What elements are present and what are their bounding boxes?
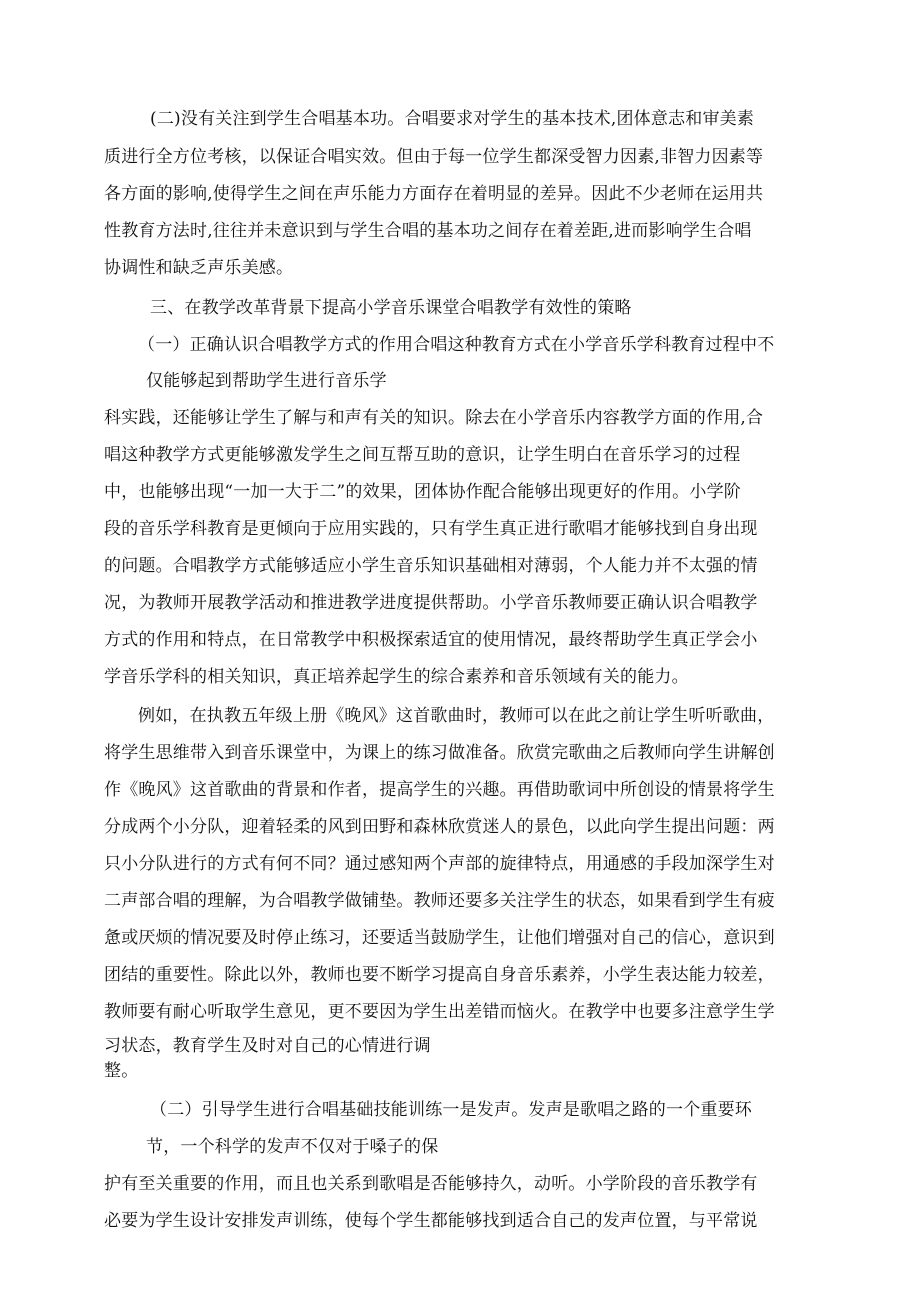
text-line: （二）引导学生进行合唱基础技能训练一是发声。发声是歌唱之路的一个重要环 [150,1100,752,1120]
text-line: 协调性和缺乏声乐美感。 [104,258,294,278]
text-line: 整。 [104,1061,139,1081]
text-line: 二声部合唱的理解，为合唱教学做铺垫。教师还要多关注学生的状态，如果看到学生有疲 [104,891,775,911]
text-line: 的问题。合唱教学方式能够适应小学生音乐知识基础相对薄弱，个人能力并不太强的情 [104,556,758,576]
text-line: 作《晚风》这首歌曲的背景和作者，提高学生的兴趣。再借助歌词中所创设的情景将学生 [104,780,775,800]
text-line: 必要为学生设计安排发声训练，使每个学生都能够找到适合自己的发声位置，与平常说 [104,1211,758,1231]
text-line: 中，也能够出现“一加一大于二”的效果，团体协作配合能够出现更好的作用。小学阶 [104,482,741,502]
text-line: 习状态，教育学生及时对自己的心情进行调 [104,1036,431,1056]
text-line: 方式的作用和特点，在日常教学中积极探索适宜的使用情况，最终帮助学生真正学会小 [104,630,758,650]
section-heading: 三、在教学改革背景下提高小学音乐课堂合唱教学有效性的策略 [150,298,632,318]
text-line: 学音乐学科的相关知识，真正培养起学生的综合素养和音乐领域有关的能力。 [104,667,689,687]
text-line: 唱这种教学方式更能够激发学生之间互帮互助的意识，让学生明白在音乐学习的过程 [104,445,741,465]
text-line: 例如，在执教五年级上册《晚风》这首歌曲时，教师可以在此之前让学生听听歌曲， [138,706,775,726]
text-line: 惫或厌烦的情况要及时停止练习，还要适当鼓励学生，让他们增强对自己的信心，意识到 [104,928,775,948]
text-line: 团结的重要性。除此以外，教师也要不断学习提高自身音乐素养，小学生表达能力较差， [104,965,775,985]
text-line: 况，为教师开展教学活动和推进教学进度提供帮助。小学音乐教师要正确认识合唱教学 [104,593,758,613]
text-line: 将学生思维带入到音乐课堂中，为课上的练习做准备。欣赏完歌曲之后教师向学生讲解创 [104,743,775,763]
text-line: (二)没有关注到学生合唱基本功。合唱要求对学生的基本技术,团体意志和审美素 [150,109,755,129]
text-line: 段的音乐学科教育是更倾向于应用实践的，只有学生真正进行歌唱才能够找到自身出现 [104,519,758,539]
text-line: 各方面的影响,使得学生之间在声乐能力方面存在着明显的差异。因此不少老师在运用共 [104,184,764,204]
text-line: 性教育方法时,往往并未意识到与学生合唱的基本功之间存在着差距,进而影响学生合唱 [104,221,752,241]
text-line: 科实践，还能够让学生了解与和声有关的知识。除去在小学音乐内容教学方面的作用,合 [104,408,764,428]
text-line: （一）正确认识合唱教学方式的作用合唱这种教育方式在小学音乐学科教育过程中不 [138,335,775,355]
text-line: 仅能够起到帮助学生进行音乐学 [146,371,387,391]
text-line: 护有至关重要的作用，而且也关系到歌唱是否能够持久，动听。小学阶段的音乐教学有 [104,1174,758,1194]
text-line: 只小分队进行的方式有何不同？通过感知两个声部的旋律特点，用通感的手段加深学生对 [104,854,775,874]
text-line: 分成两个小分队，迎着轻柔的风到田野和森林欣赏迷人的景色，以此向学生提出问题：两 [104,817,775,837]
text-line: 节，一个科学的发声不仅对于嗓子的保 [146,1137,439,1157]
text-line: 质进行全方位考核，以保证合唱实效。但由于每一位学生都深受智力因素,非智力因素等 [104,147,764,167]
text-line: 教师要有耐心听取学生意见，更不要因为学生出差错而恼火。在教学中也要多注意学生学 [104,1002,775,1022]
